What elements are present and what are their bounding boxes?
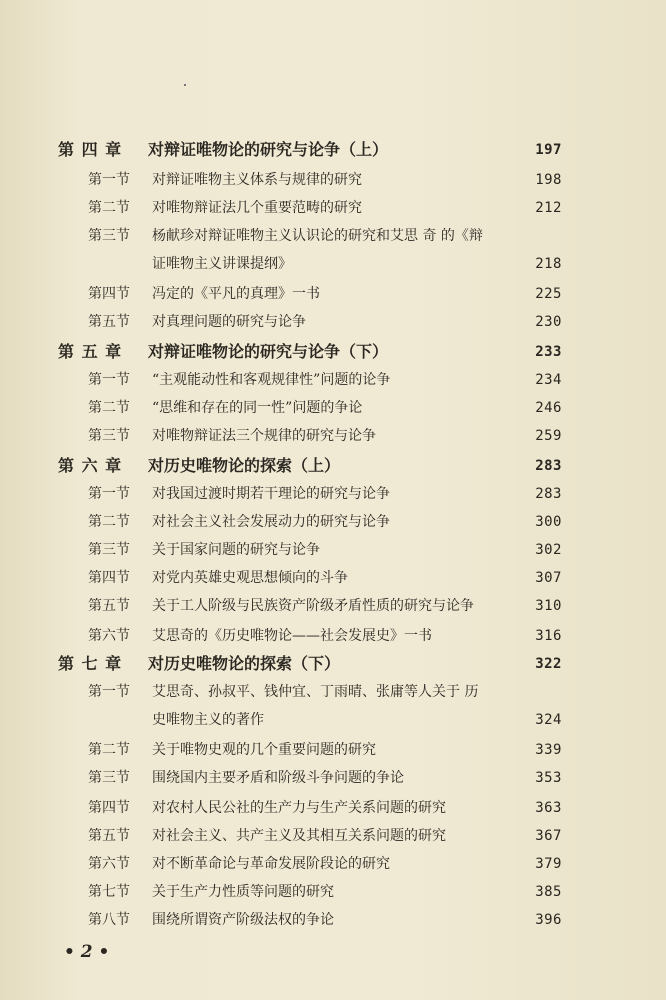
- section-label: 第二节: [88, 514, 130, 530]
- toc-section-row: [0, 224, 666, 248]
- toc-section-row: [0, 368, 666, 392]
- toc-section-row: [0, 566, 666, 590]
- toc-chapter-row: [0, 454, 666, 478]
- page-number: 230: [535, 314, 562, 330]
- section-title: 围绕国内主要矛盾和阶级斗争问题的争论: [152, 770, 404, 786]
- section-title: 对社会主义、共产主义及其相互关系问题的研究: [152, 828, 446, 844]
- section-label: 第一节: [88, 486, 130, 502]
- section-label: 第三节: [88, 228, 130, 244]
- chapter-title: 对辩证唯物论的研究与论争（下）: [148, 342, 389, 361]
- page-number: 353: [535, 770, 562, 786]
- page-number: 379: [535, 856, 562, 872]
- page-number: 396: [535, 912, 562, 928]
- section-label: 第五节: [88, 314, 130, 330]
- section-label: 第七节: [88, 884, 130, 900]
- section-label: 第一节: [88, 172, 130, 188]
- page-number: 225: [535, 286, 562, 302]
- section-label: 第二节: [88, 200, 130, 216]
- section-title: 对不断革命论与革命发展阶段论的研究: [152, 856, 390, 872]
- section-title: 艾思奇、孙叔平、钱仲宜、丁雨晴、张庸等人关于 历: [152, 684, 479, 700]
- toc-chapter-row: [0, 138, 666, 162]
- toc-section-row: [0, 908, 666, 932]
- section-label: 第三节: [88, 428, 130, 444]
- page-number: 322: [535, 656, 562, 672]
- toc-section-row: [0, 196, 666, 220]
- section-title: “主观能动性和客观规律性”问题的论争: [152, 372, 391, 388]
- section-label: 第五节: [88, 598, 130, 614]
- page-number: 367: [535, 828, 562, 844]
- page-number: 339: [535, 742, 562, 758]
- section-title: 史唯物主义的著作: [152, 712, 264, 728]
- section-title: 对唯物辩证法几个重要范畴的研究: [152, 200, 362, 216]
- section-label: 第四节: [88, 286, 130, 302]
- toc-section-row: [0, 482, 666, 506]
- page-number: 302: [535, 542, 562, 558]
- toc-section-row: [0, 538, 666, 562]
- section-title: 关于唯物史观的几个重要问题的研究: [152, 742, 376, 758]
- section-title: 对唯物辩证法三个规律的研究与论争: [152, 428, 376, 444]
- toc-section-row: [0, 594, 666, 618]
- toc-section-row: [0, 282, 666, 306]
- section-title: 冯定的《平凡的真理》一书: [152, 286, 320, 302]
- page-number: 246: [535, 400, 562, 416]
- section-title: 对我国过渡时期若干理论的研究与论争: [152, 486, 390, 502]
- section-label: 第四节: [88, 800, 130, 816]
- page-number: 283: [535, 486, 562, 502]
- section-title: 围绕所谓资产阶级法权的争论: [152, 912, 334, 928]
- toc-section-row: [0, 766, 666, 790]
- chapter-title: 对历史唯物论的探索（上）: [148, 456, 341, 475]
- chapter-label: 第 四 章: [58, 140, 123, 159]
- page-number: 259: [535, 428, 562, 444]
- chapter-label: 第 七 章: [58, 654, 123, 673]
- section-label: 第六节: [88, 628, 130, 644]
- toc-section-row: [0, 796, 666, 820]
- section-label: 第二节: [88, 400, 130, 416]
- section-title: 证唯物主义讲课提纲》: [152, 256, 292, 272]
- toc-section-row: [0, 852, 666, 876]
- section-label: 第八节: [88, 912, 130, 928]
- toc-section-row: [0, 510, 666, 534]
- page-number: 300: [535, 514, 562, 530]
- section-label: 第一节: [88, 372, 130, 388]
- toc-section-row: [0, 310, 666, 334]
- page-number: 363: [535, 800, 562, 816]
- toc-section-row: [0, 738, 666, 762]
- page-number: 212: [535, 200, 562, 216]
- chapter-title: 对辩证唯物论的研究与论争（上）: [148, 140, 389, 159]
- page-number: 197: [535, 142, 562, 158]
- section-title: 关于工人阶级与民族资产阶级矛盾性质的研究与论争: [152, 598, 474, 614]
- toc-section-row: [0, 880, 666, 904]
- section-title: 对真理问题的研究与论争: [152, 314, 306, 330]
- section-title: 艾思奇的《历史唯物论——社会发展史》一书: [152, 628, 432, 644]
- toc-chapter-row: [0, 340, 666, 364]
- chapter-label: 第 五 章: [58, 342, 123, 361]
- section-title: 对党内英雄史观思想倾向的斗争: [152, 570, 348, 586]
- toc-section-row: [0, 708, 666, 732]
- page-number-footer: • 2 •: [64, 942, 110, 962]
- section-title: 对农村人民公社的生产力与生产关系问题的研究: [152, 800, 446, 816]
- section-title: 杨献珍对辩证唯物主义认识论的研究和艾思 奇 的《辩: [152, 228, 483, 244]
- section-label: 第三节: [88, 770, 130, 786]
- page-number: 324: [535, 712, 562, 728]
- page-number: 307: [535, 570, 562, 586]
- toc-section-row: [0, 252, 666, 276]
- toc-section-row: [0, 168, 666, 192]
- section-title: 关于国家问题的研究与论争: [152, 542, 320, 558]
- toc-section-row: [0, 624, 666, 648]
- page-number: 385: [535, 884, 562, 900]
- section-label: 第六节: [88, 856, 130, 872]
- section-label: 第二节: [88, 742, 130, 758]
- page-number: 218: [535, 256, 562, 272]
- toc-section-row: [0, 680, 666, 704]
- section-label: 第一节: [88, 684, 130, 700]
- section-title: 对辩证唯物主义体系与规律的研究: [152, 172, 362, 188]
- toc-chapter-row: [0, 652, 666, 676]
- page-number: 198: [535, 172, 562, 188]
- section-label: 第五节: [88, 828, 130, 844]
- page-number: 310: [535, 598, 562, 614]
- section-title: “思维和存在的同一性”问题的争论: [152, 400, 363, 416]
- section-label: 第四节: [88, 570, 130, 586]
- section-title: 对社会主义社会发展动力的研究与论争: [152, 514, 390, 530]
- page-number: 233: [535, 344, 562, 360]
- toc-section-row: [0, 824, 666, 848]
- chapter-label: 第 六 章: [58, 456, 123, 475]
- toc-section-row: [0, 396, 666, 420]
- toc-section-row: [0, 424, 666, 448]
- page-number: 283: [535, 458, 562, 474]
- page-number: 316: [535, 628, 562, 644]
- section-label: 第三节: [88, 542, 130, 558]
- section-title: 关于生产力性质等问题的研究: [152, 884, 334, 900]
- page-number: 234: [535, 372, 562, 388]
- chapter-title: 对历史唯物论的探索（下）: [148, 654, 341, 673]
